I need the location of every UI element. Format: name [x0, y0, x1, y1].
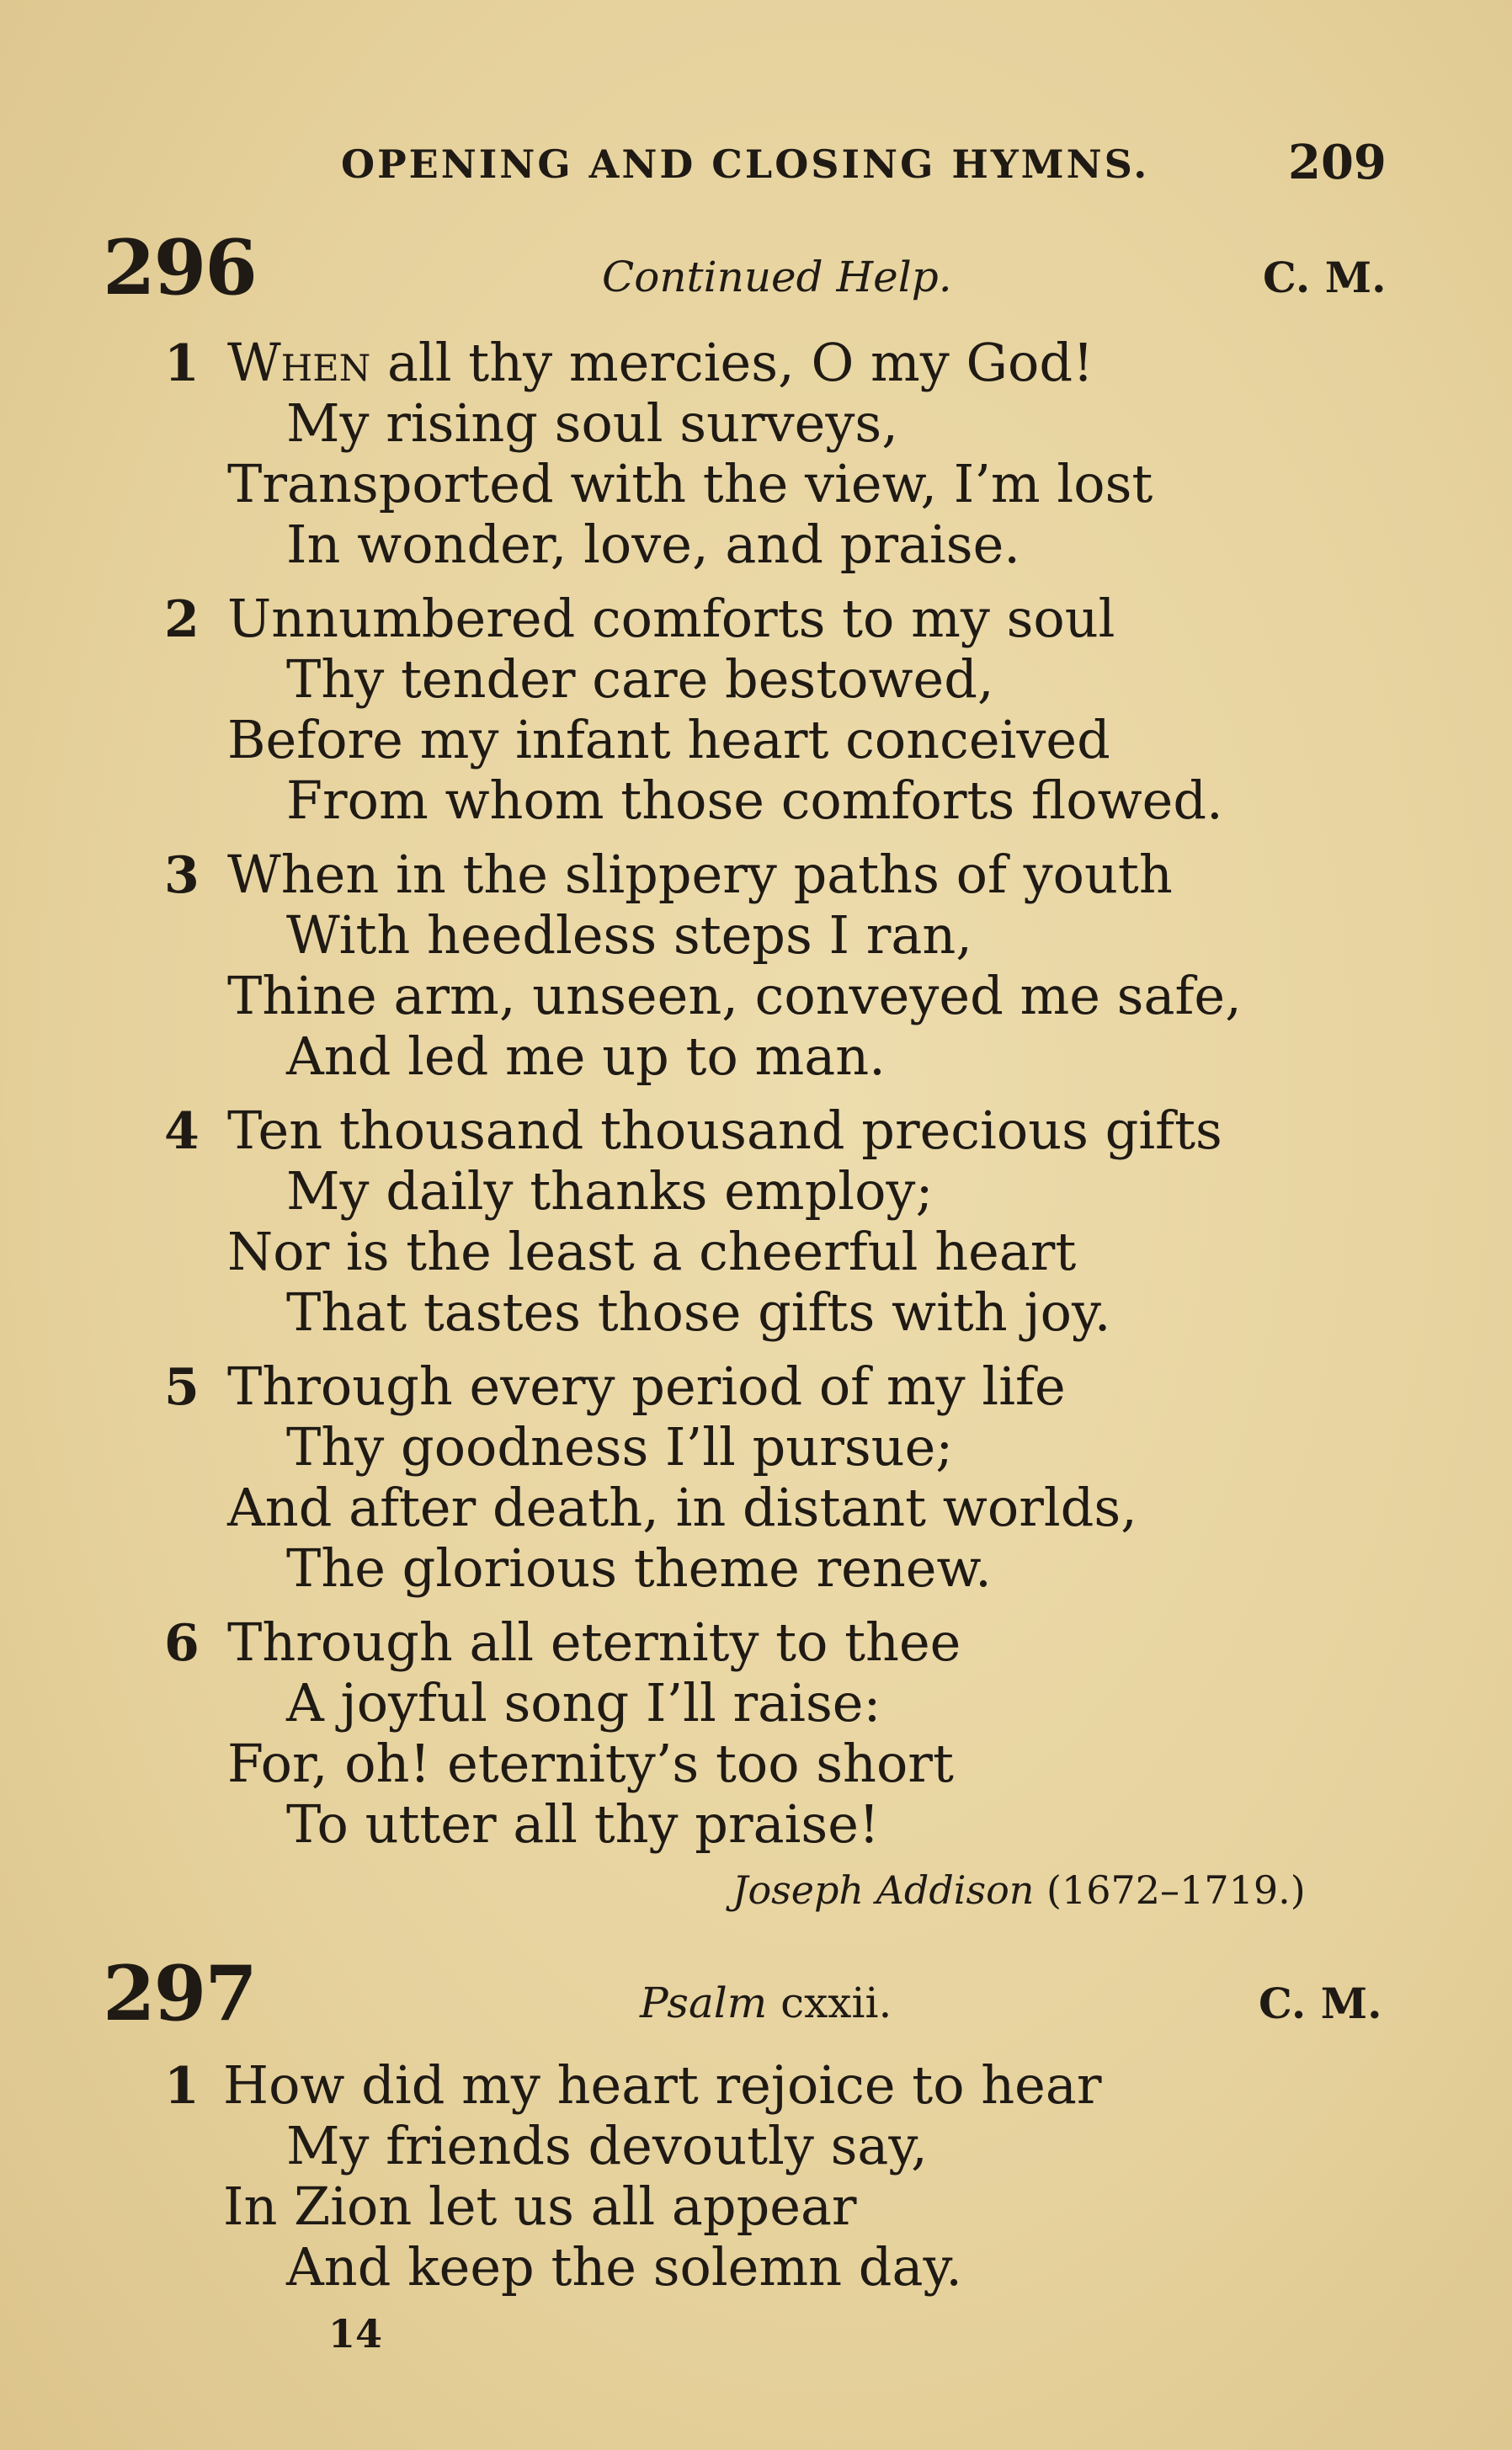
verse-number: 4 [164, 1102, 200, 1161]
verse-line: With heedless steps I ran, [286, 904, 972, 966]
verse-line-rest: all thy mercies, O my God! [370, 332, 1094, 393]
verse-line: Before my infant heart conceived [227, 709, 1110, 770]
verse-number: 3 [164, 846, 200, 905]
verse-line: Transported with the view, I’m lost [227, 453, 1153, 514]
hymn-title [640, 1979, 892, 2027]
verse-line: My rising soul surveys, [286, 392, 898, 454]
hymn-title: Continued Help. [602, 253, 952, 301]
verse-number: 5 [164, 1358, 200, 1417]
page-number: 209 [1288, 135, 1387, 190]
verse-line: From whom those comforts flowed. [286, 770, 1223, 831]
verse-line: Thy tender care bestowed, [286, 648, 994, 710]
verse-line: My daily thanks employ; [286, 1160, 934, 1222]
hymn-attribution [732, 1867, 1306, 1913]
verse-first-word: When [227, 332, 371, 393]
verse-line: And led me up to man. [286, 1025, 886, 1087]
verse-number: 1 [164, 2057, 200, 2116]
hymn-number: 297 [103, 1949, 256, 2038]
verse-line: And after death, in distant worlds, [227, 1477, 1137, 1538]
verse-line: Thine arm, unseen, conveyed me safe, [227, 965, 1242, 1026]
verse-number: 2 [164, 590, 200, 649]
verse-line: Thy goodness I’ll pursue; [286, 1416, 954, 1478]
hymn-title-italic: Psalm [640, 1979, 768, 2027]
verse-line: Unnumbered comforts to my soul [227, 588, 1115, 649]
verse-line: Through every period of my life [227, 1355, 1066, 1417]
running-head: OPENING AND CLOSING HYMNS. [341, 141, 1150, 187]
verse-line: A joyful song I’ll raise: [286, 1672, 881, 1734]
verse-line: Ten thousand thousand precious gifts [227, 1100, 1222, 1161]
verse-line: And keep the solemn day. [286, 2236, 962, 2298]
verse-line: The glorious theme renew. [286, 1537, 992, 1599]
verse-number: 6 [164, 1614, 200, 1673]
verse-number: 1 [164, 334, 200, 393]
verse-line: When in the slippery paths of youth [227, 844, 1173, 905]
verse-line: To utter all thy praise! [286, 1793, 880, 1855]
verse-line: How did my heart rejoice to hear [223, 2054, 1102, 2116]
hymn-title-plain: cxxii. [767, 1979, 892, 2027]
signature-mark: 14 [328, 2311, 383, 2357]
verse-line: My friends devoutly say, [286, 2115, 928, 2176]
verse-line: Through all eternity to thee [227, 1611, 961, 1673]
verse-line: Nor is the least a cheerful heart [227, 1221, 1077, 1282]
verse-line: That tastes those gifts with joy. [286, 1281, 1111, 1343]
verse-line: In Zion let us all appear [223, 2176, 857, 2237]
hymn-meter: C. M. [1259, 1979, 1382, 2028]
verse-line: In wonder, love, and praise. [286, 514, 1020, 575]
author-dates: (1672–1719.) [1046, 1867, 1306, 1913]
hymn-meter: C. M. [1263, 253, 1387, 302]
author-name: Joseph Addison [732, 1867, 1035, 1913]
verse-line [227, 332, 1094, 393]
verse-line: For, oh! eternity’s too short [227, 1733, 954, 1794]
hymn-number: 296 [103, 223, 256, 312]
